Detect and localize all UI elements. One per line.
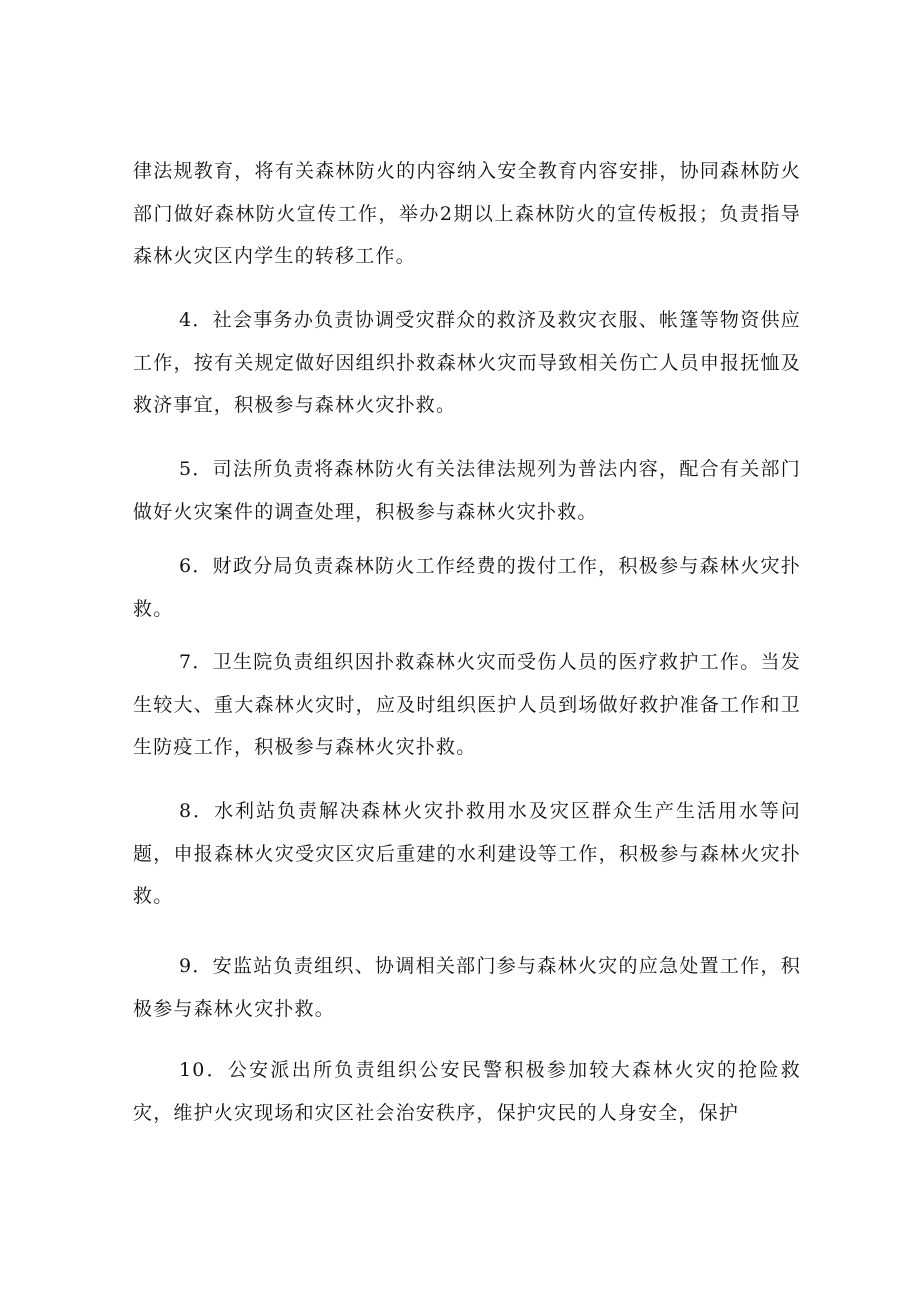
paragraph-item-10: 10．公安派出所负责组织公安民警积极参加较大森林火灾的抢险救灾，维护火灾现场和灾区社会治安秩序，保护灾民的人身安全，保护 bbox=[133, 1059, 801, 1124]
paragraph-item-4: 4．社会事务办负责协调受灾群众的救济及救灾衣服、帐篷等物资供应工作，按有关规定做好因组织扑救森林火灾而导致相关伤亡人员申报抚恤及救济事宜，积极参与森林火灾扑救。 bbox=[133, 309, 801, 416]
paragraph-item-9: 9．安监站负责组织、协调相关部门参与森林火灾的应急处置工作，积极参与森林火灾扑救。 bbox=[133, 955, 801, 1020]
paragraph-item-5: 5．司法所负责将森林防火有关法律法规列为普法内容，配合有关部门做好火灾案件的调查处理，积极参与森林火灾扑救。 bbox=[133, 458, 801, 523]
paragraph-item-8: 8．水利站负责解决森林火灾扑救用水及灾区群众生产生活用水等问题，申报森林火灾受灾区灾后重建的水利建设等工作，积极参与森林火灾扑救。 bbox=[133, 800, 801, 907]
paragraph-item-7: 7．卫生院负责组织因扑救森林火灾而受伤人员的医疗救护工作。当发生较大、重大森林火灾时，应及时组织医护人员到场做好救护准备工作和卫生防疫工作，积极参与森林火灾扑救。 bbox=[133, 651, 801, 758]
paragraph-item-6: 6．财政分局负责森林防火工作经费的拨付工作，积极参与森林火灾扑救。 bbox=[133, 555, 801, 620]
paragraph-continuation: 律法规教育，将有关森林防火的内容纳入安全教育内容安排，协同森林防火部门做好森林防火宣传工作，举办2期以上森林防火的宣传板报；负责指导森林火灾区内学生的转移工作。 bbox=[133, 160, 801, 267]
